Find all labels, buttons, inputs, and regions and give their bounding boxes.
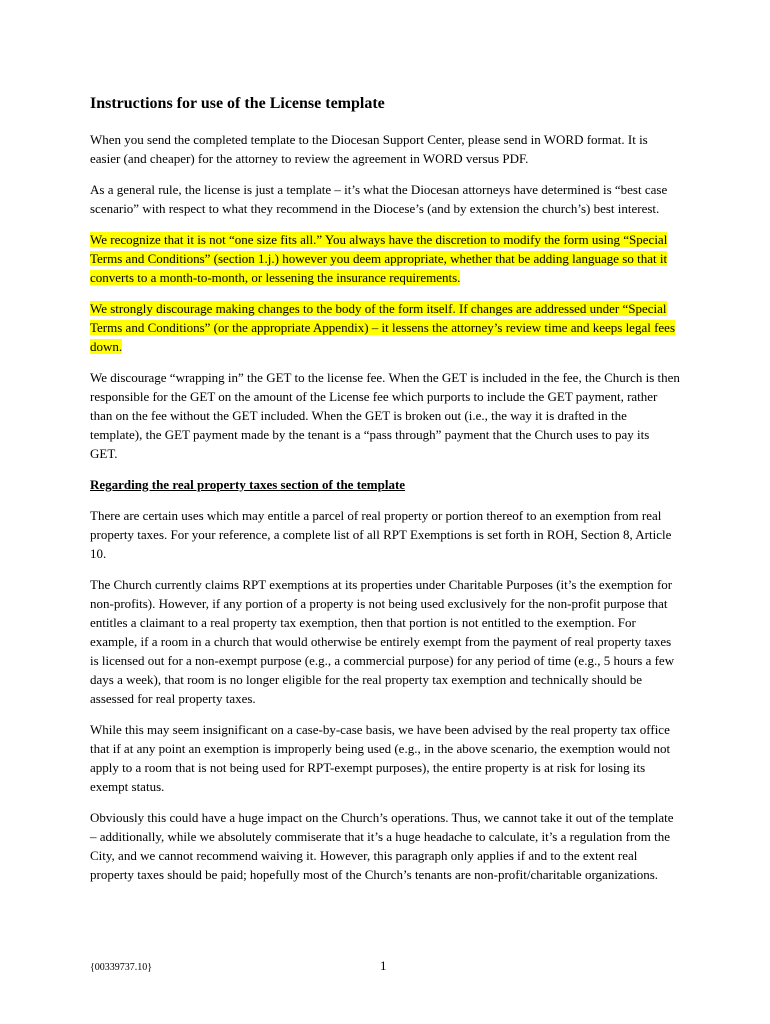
paragraph-charitable-purposes <box>90 575 680 708</box>
footer-document-id: {00339737.10} <box>90 962 153 973</box>
section-heading-text: Regarding the real property taxes section of the template <box>90 477 406 492</box>
paragraph-rpt-exemptions <box>90 506 680 563</box>
paragraph-huge-impact <box>90 808 680 884</box>
paragraph-discourage-changes <box>90 299 680 356</box>
paragraph-huge-impact-text: Obviously this could have a huge impact on the Church’s operations. Thus, we cannot take it out of the template – additionally, while we absolutely commiserate that it’s a huge headache to calculate, it’s a regulation from the City, and we cannot recommend waiving it. However, this paragraph only applies if and to the extent real property taxes should be paid; hopefully most of the Church’s tenants are non-profit/charitable organizations. <box>90 810 674 882</box>
document-title: Instructions for use of the License template <box>90 95 385 112</box>
section-heading-real-property-taxes <box>90 475 680 494</box>
highlighted-text-one-size: We recognize that it is not “one size fits all.” You always have the discretion to modify the form using “Special Terms and Conditions” (section 1.j.) however you deem appropriate, whether that be adding language so that it converts to a month-to-month, or lessening the insurance requirements. <box>90 232 668 285</box>
highlighted-text-discourage-changes: We strongly discourage making changes to the body of the form itself. If changes are addressed under “Special Terms and Conditions” (or the appropriate Appendix) – it lessens the attorney’s review time and keeps legal fees down. <box>90 301 676 354</box>
paragraph-word-format <box>90 130 680 168</box>
paragraph-general-rule <box>90 180 680 218</box>
paragraph-general-rule-text: As a general rule, the license is just a template – it’s what the Diocesan attorneys have determined is “best case scenario” with respect to what they recommend in the Diocese’s (and by extension the church’s) best interest. <box>90 182 668 216</box>
footer-page-number: 1 <box>380 958 387 973</box>
paragraph-one-size-fits-all <box>90 230 680 287</box>
paragraph-get-wrapping-text: We discourage “wrapping in” the GET to the license fee. When the GET is included in the fee, the Church is then responsible for the GET on the amount of the License fee which purports to include the GET payment, rather than on the fee without the GET included. When the GET is broken out (i.e., the way it is drafted in the template), the GET payment made by the tenant is a “pass through” payment that the Church uses to pay its GET. <box>90 370 680 461</box>
paragraph-rpt-exemptions-text: There are certain uses which may entitle a parcel of real property or portion thereof to an exemption from real property taxes. For your reference, a complete list of all RPT Exemptions is set forth in ROH, Section 8, Article 10. <box>90 508 672 561</box>
paragraph-get-wrapping <box>90 368 680 463</box>
paragraph-insignificant-text: While this may seem insignificant on a case-by-case basis, we have been advised by the real property tax office that if at any point an exemption is improperly being used (e.g., in the above scenario, the exemption would not apply to a room that is not being used for RPT-exempt purposes), the entire property is at risk for losing its exempt status. <box>90 722 671 794</box>
document-body <box>90 94 680 896</box>
paragraph-charitable-purposes-text: The Church currently claims RPT exemptions at its properties under Charitable Purposes (it’s the exemption for non-profits). However, if any portion of a property is not being used exclusively for the non-profit purpose that entitles a claimant to a real property tax exemption, then that portion is not entitled to the exemption. For example, if a room in a church that would otherwise be entirely exempt from the payment of real property taxes is licensed out for a non-exempt purpose (e.g., a commercial purpose) for any period of time (e.g., 5 hours a few days a week), that room is no longer eligible for the real property tax exemption and technically should be assessed for real property taxes. <box>90 577 675 706</box>
paragraph-word-format-text: When you send the completed template to the Diocesan Support Center, please send in WORD format. It is easier (and cheaper) for the attorney to review the agreement in WORD versus PDF. <box>90 132 648 166</box>
paragraph-insignificant <box>90 720 680 796</box>
